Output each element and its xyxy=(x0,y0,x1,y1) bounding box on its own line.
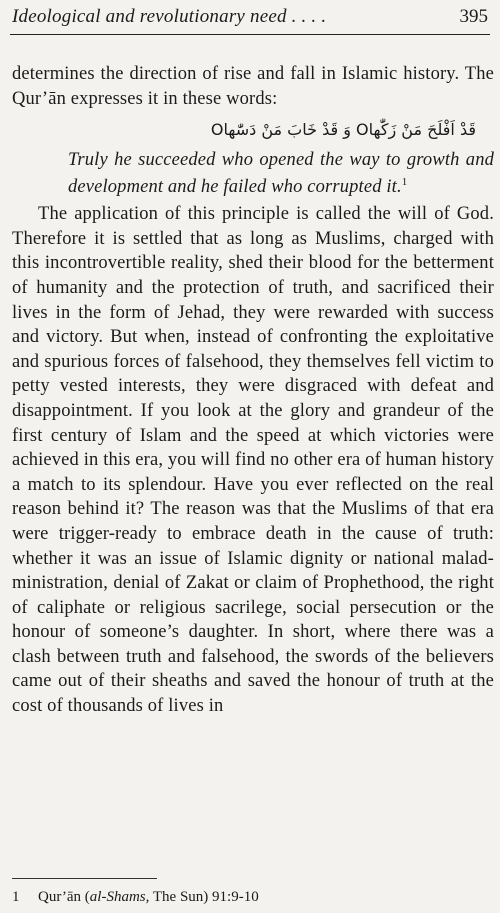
verse-translation xyxy=(68,147,494,200)
main-paragraph: The application of this principle is called the will of God. Therefore it is settled that as long as Muslims, charged with this incontrovertible reality, shed their blood for the betterment of humanity and the protection of truth, and sacrificed their lives in the form of Jehad, they were rewarded with success and victory. But when, instead of confronting the exploitative and spurious forces of falsehood, they themselves fell victim to petty vested interests, they were disgraced with defeat and disappointment. If you look at the glory and grandeur of the first century of Islam and the speed at which victories were achieved in this era, you will find no other era of human history a match to its splendour. Have you ever reflected on the real reason behind it? The reason was that the Muslims of that era were trigger-ready to embrace death in the cause of truth: whether it was an issue of Islamic dignity or national malad-ministration, denial of Zakat or claim of Prophethood, the right of caliphate or religious sacrilege, social persecution or the honour of someone’s daughter. In short, where there was a clash between truth and falsehood, the swords of the believers came out of their sheaths and saved the honour of truth at the cost of thousands of lives in xyxy=(12,204,494,717)
footnote-marker: 1 xyxy=(401,175,408,188)
verse-translation-text: Truly he succeeded who opened the way to growth and development and he failed who corrupted it. xyxy=(68,150,494,197)
arabic-verse: قَدْ اَفْلَحَ مَنْ زَكّٰهاO وَ قَدْ خَابَ مَنْ دَسّٰهاO xyxy=(210,120,476,140)
footnote-number: 1 xyxy=(12,889,20,905)
page-number: 395 xyxy=(459,6,488,27)
footnote-rule xyxy=(12,878,157,879)
page-body xyxy=(12,62,494,719)
footnote xyxy=(12,888,482,906)
footnote-suffix: The Sun) 91:9-10 xyxy=(149,889,259,905)
intro-paragraph: determines the direction of rise and fall in Islamic history. The Qur’ān expresses it in these words: xyxy=(12,64,494,109)
page-header xyxy=(10,6,494,34)
footnote-prefix: Qur’ān ( xyxy=(38,889,90,905)
footnote-source: al-Shams, xyxy=(89,889,150,905)
header-rule xyxy=(10,34,490,35)
running-head: Ideological and revolutionary need . . . . xyxy=(12,6,327,27)
